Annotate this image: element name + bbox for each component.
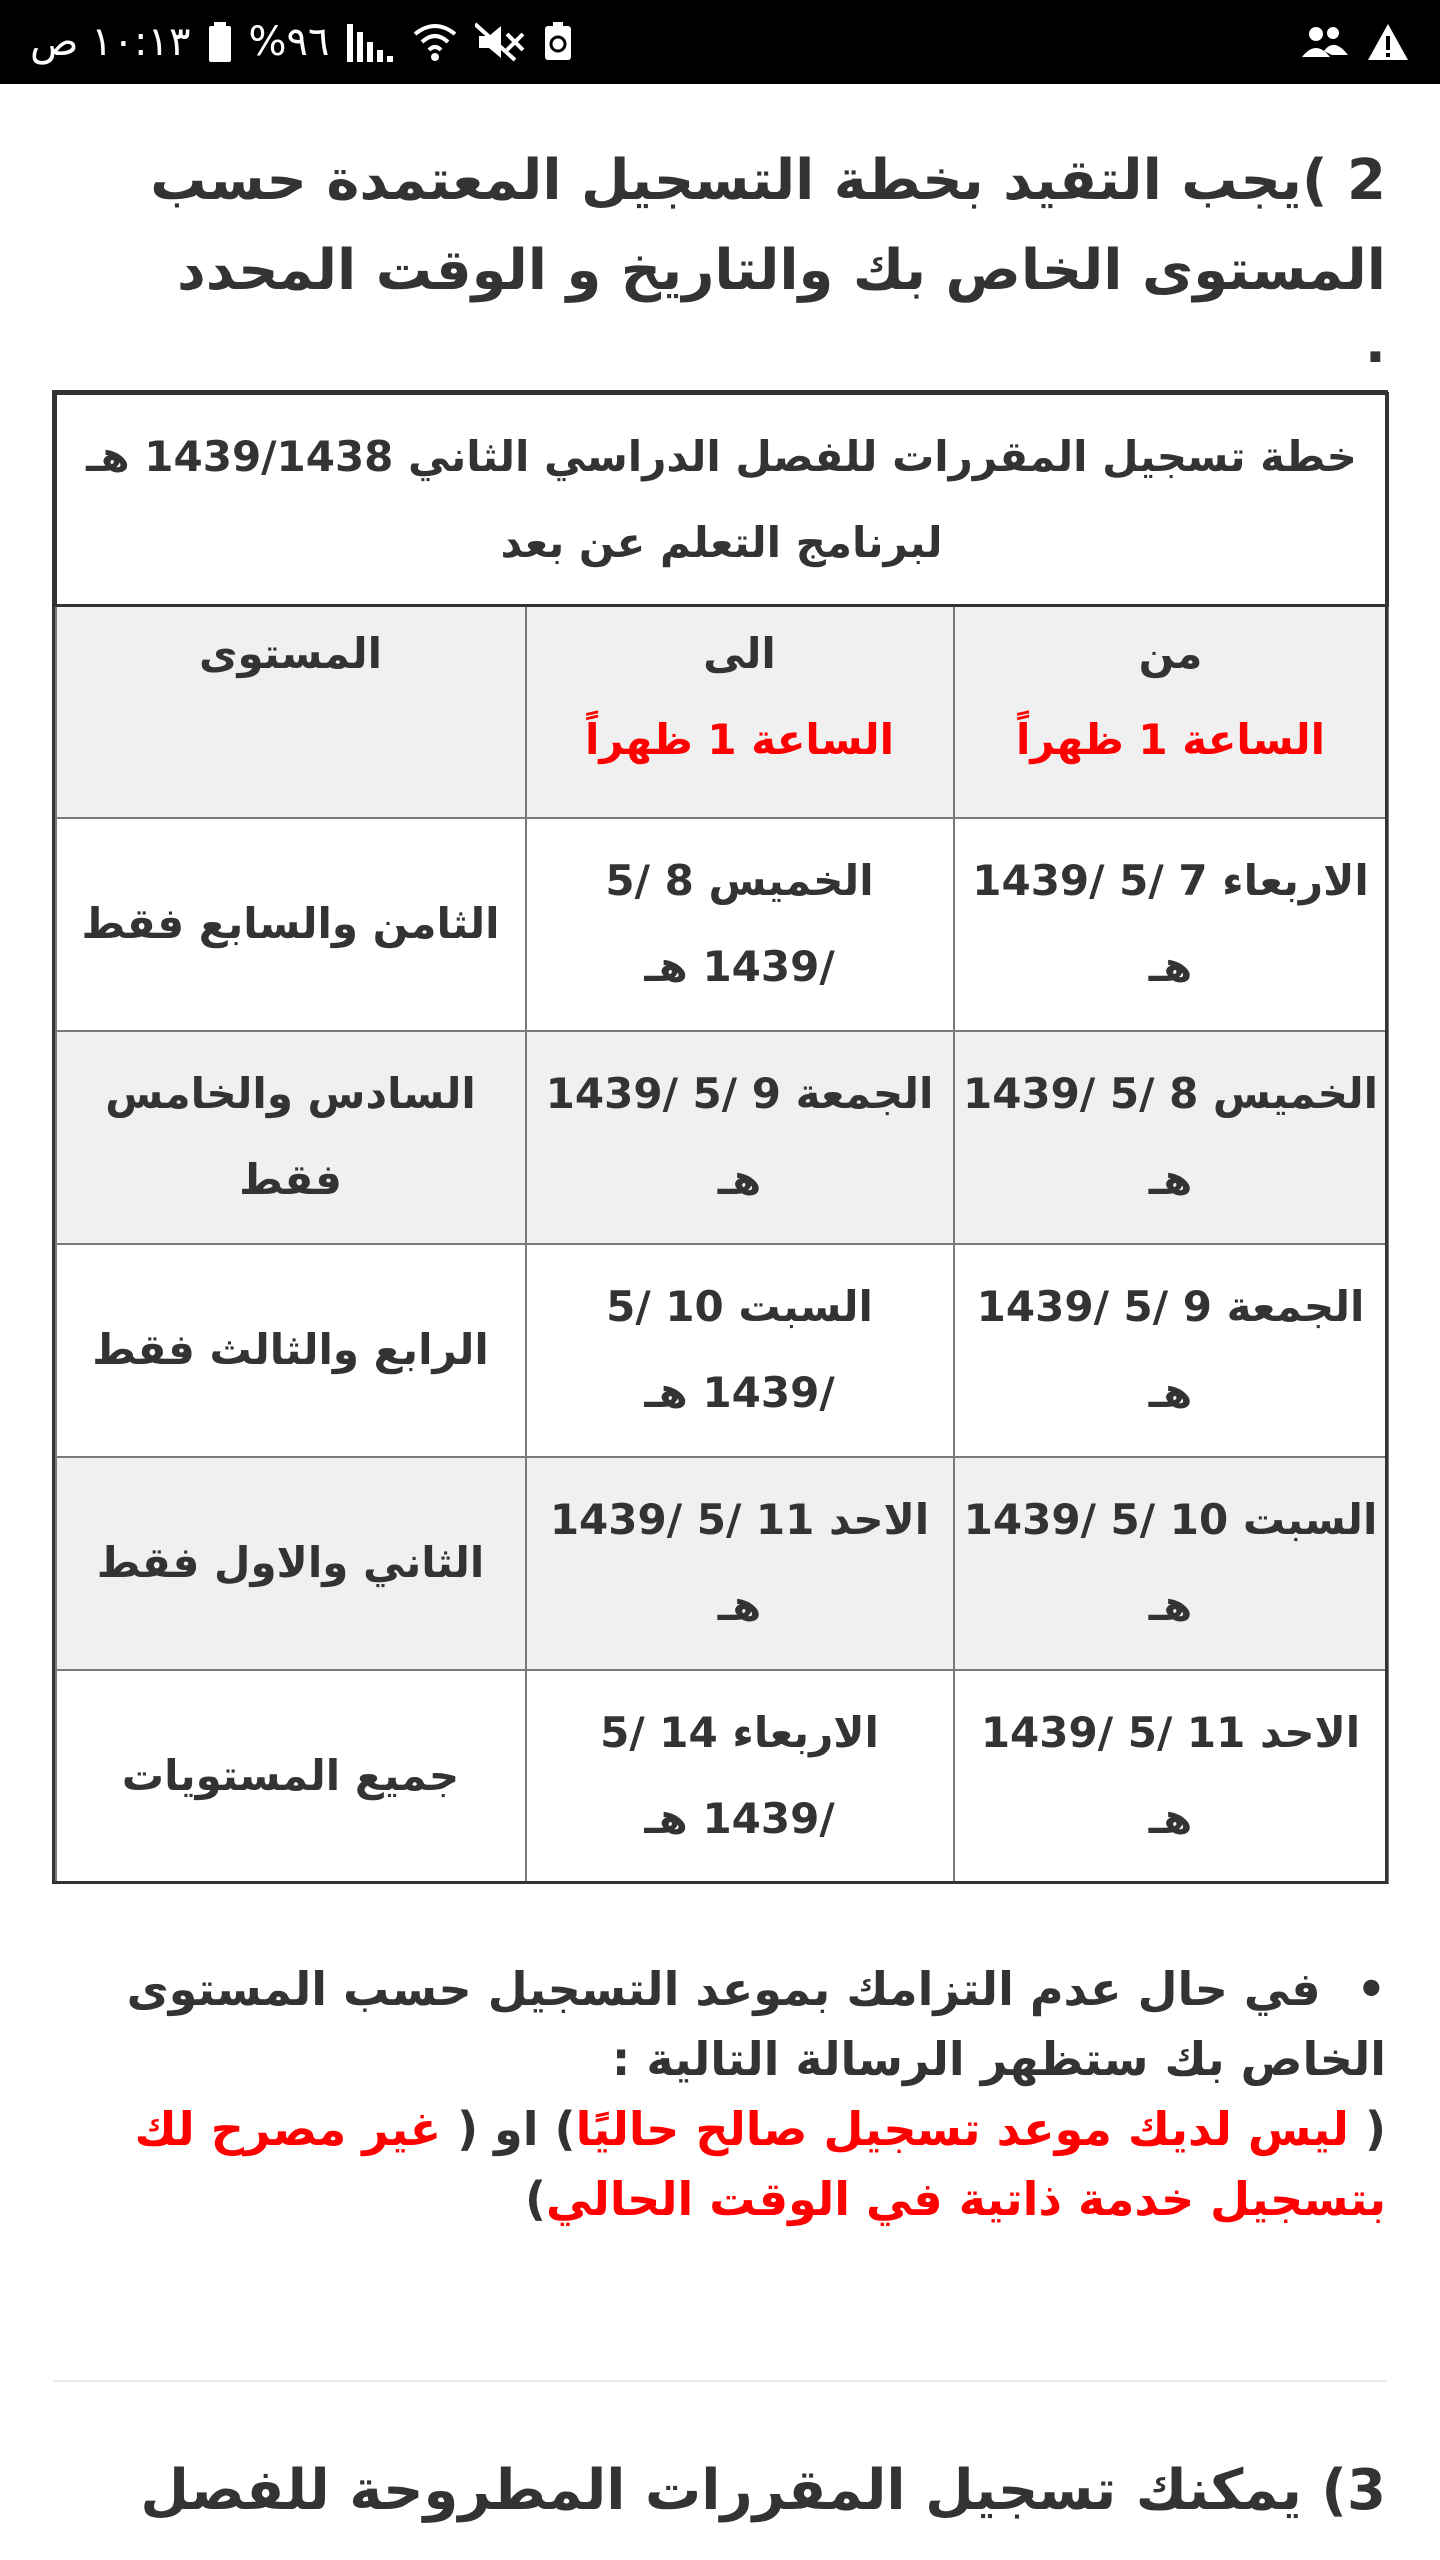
cell-from: الجمعة 9 /5 /1439 هـ (954, 1244, 1388, 1457)
cell-from: الخميس 8 /5 /1439 هـ (954, 1031, 1388, 1244)
table-title: خطة تسجيل المقررات للفصل الدراسي الثاني 1439/1438 هـ لبرنامج التعلم عن بعد (56, 394, 1388, 606)
message-open: ( (1348, 2102, 1386, 2156)
cell-from: الاربعاء 7 /5 /1439 هـ (954, 818, 1388, 1031)
signal-icon (347, 22, 395, 62)
header-from-label: من (1138, 629, 1203, 678)
header-to-label: الى (703, 629, 776, 678)
cell-level: جميع المستويات (56, 1670, 526, 1883)
status-bar (0, 0, 1440, 84)
table-row (56, 1244, 1388, 1457)
wifi-icon (413, 22, 457, 62)
table-title-row (56, 394, 1388, 606)
message-not-permitted: غير مصرح لك بتسجيل خدمة ذاتية في الوقت الحالي (134, 2102, 1386, 2226)
cell-to: الخميس 8 /5 /1439 هـ (526, 818, 954, 1031)
step3-heading: 3) يمكنك تسجيل المقررات المطروحة للفصل (140, 2458, 1386, 2523)
step2-heading: 2 )يجب التقيد بخطة التسجيل المعتمدة حسب المستوى الخاص بك والتاريخ و الوقت المحدد (150, 148, 1386, 303)
cell-to: الاربعاء 14 /5 /1439 هـ (526, 1670, 954, 1883)
cell-to: السبت 10 /5 /1439 هـ (526, 1244, 954, 1457)
table-row (56, 818, 1388, 1031)
cell-from: الاحد 11 /5 /1439 هـ (954, 1670, 1388, 1883)
battery-icon (209, 22, 231, 62)
cell-to: الاحد 11 /5 /1439 هـ (526, 1457, 954, 1670)
warning-icon (1366, 22, 1410, 62)
table-row (56, 1670, 1388, 1883)
battery-percentage: %٩٦ (248, 19, 330, 65)
message-close: ) (524, 2172, 547, 2226)
section-divider (54, 2380, 1386, 2382)
table-row (56, 1031, 1388, 1244)
article-content (0, 84, 1440, 2560)
table-row (56, 1457, 1388, 1670)
cell-from: السبت 10 /5 /1439 هـ (954, 1457, 1388, 1670)
table-header-row (56, 606, 1388, 818)
bullet-icon: • (1356, 1962, 1386, 2016)
cell-level: الثاني والاول فقط (56, 1457, 526, 1670)
header-to-time: الساعة 1 ظهراً (584, 715, 895, 764)
recycle-icon (543, 22, 573, 62)
registration-plan-table (54, 392, 1389, 1884)
cell-level: الرابع والثالث فقط (56, 1244, 526, 1457)
cell-level: الثامن والسابع فقط (56, 818, 526, 1031)
cell-to: الجمعة 9 /5 /1439 هـ (526, 1031, 954, 1244)
status-bar-left (30, 0, 573, 84)
warning-text: في حال عدم التزامك بموعد التسجيل حسب المستوى الخاص بك ستظهر الرسالة التالية : (126, 1962, 1386, 2086)
registration-warning-paragraph (54, 1954, 1386, 2234)
clock: ١٠:١٣ ص (30, 19, 191, 65)
group-icon (1302, 25, 1348, 59)
header-level: المستوى (56, 606, 526, 818)
message-no-registration-time: ليس لديك موعد تسجيل صالح حاليًا (575, 2102, 1349, 2156)
status-bar-right (1302, 22, 1410, 62)
header-from (954, 606, 1388, 818)
mute-icon (475, 22, 525, 62)
header-from-time: الساعة 1 ظهراً (1015, 715, 1326, 764)
header-to (526, 606, 954, 818)
cell-level: السادس والخامس فقط (56, 1031, 526, 1244)
message-separator: ) او ( (441, 2102, 576, 2156)
step2-heading-dot: . (1364, 311, 1386, 376)
